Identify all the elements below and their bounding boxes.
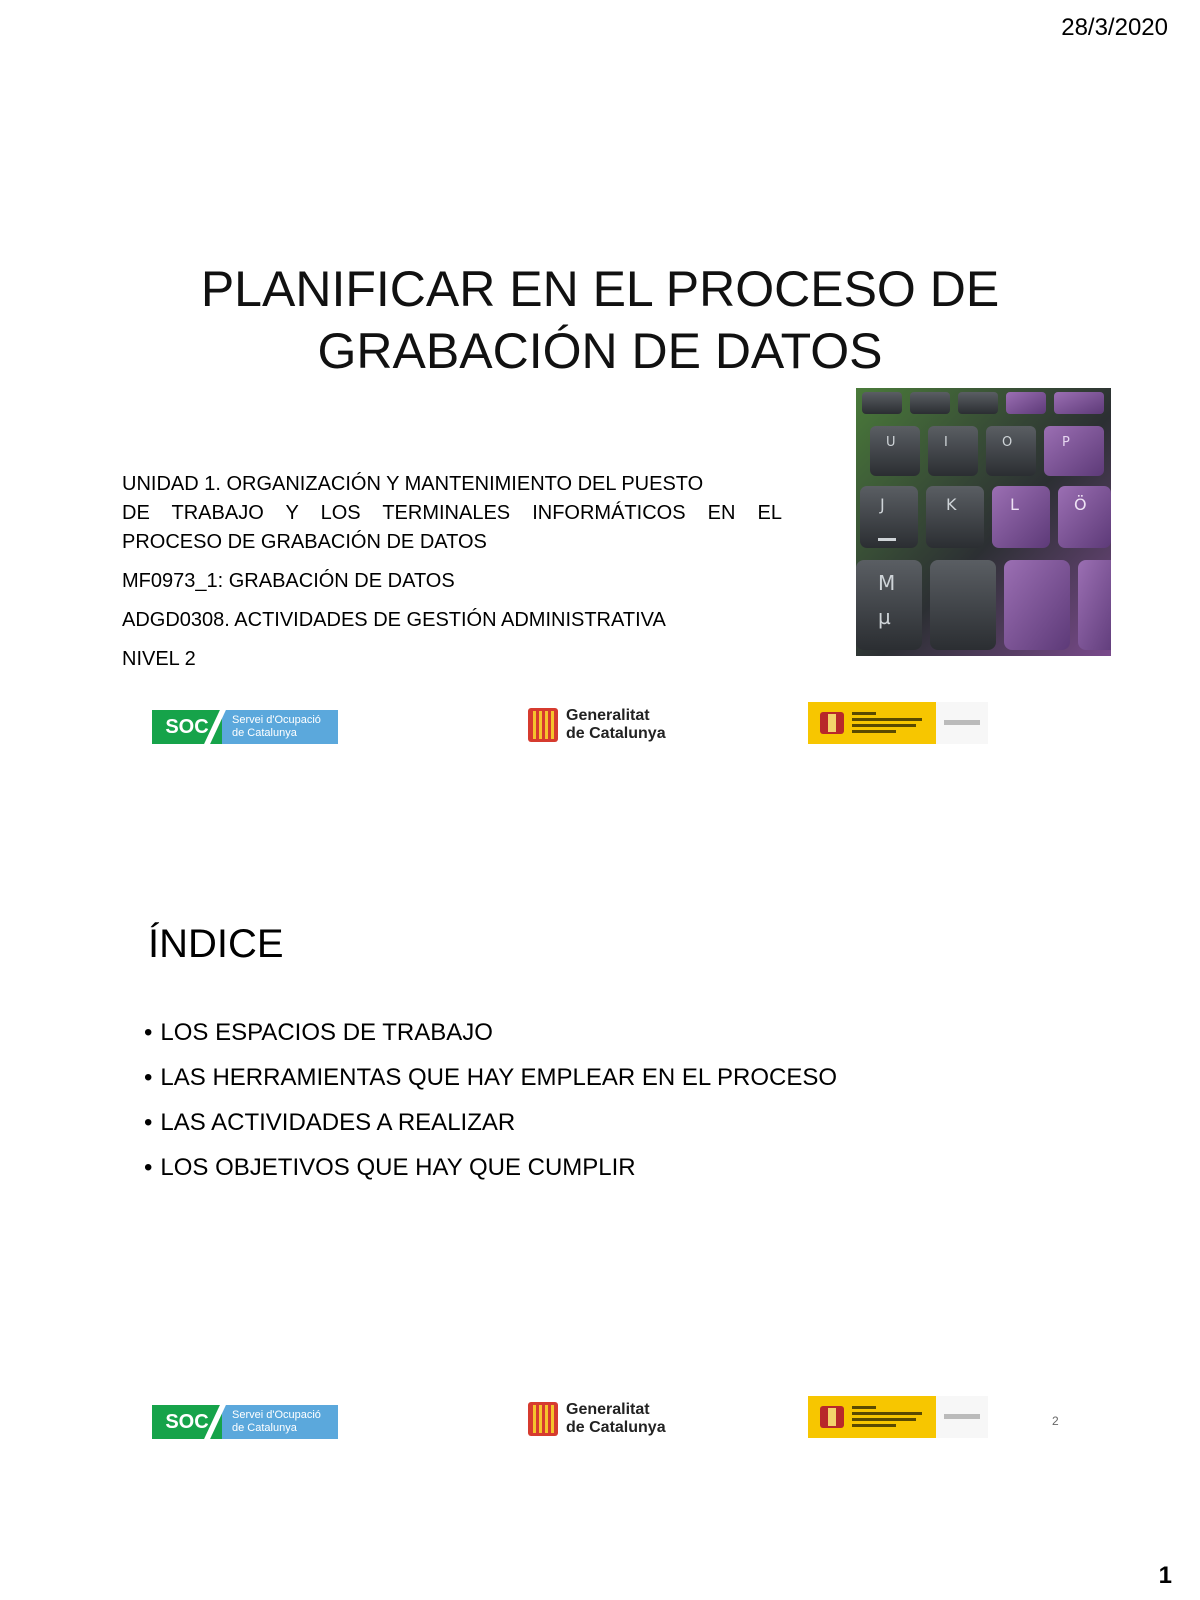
ministry-text-lines xyxy=(852,1406,932,1428)
generalitat-emblem-icon xyxy=(528,708,558,742)
slide-title-line-2: GRABACIÓN DE DATOS xyxy=(317,323,883,379)
spain-coat-of-arms-icon xyxy=(816,1402,848,1432)
ministry-text-lines xyxy=(852,712,932,734)
key-label-o-umlaut: Ö xyxy=(1074,495,1087,514)
spain-coat-of-arms-icon xyxy=(816,708,848,738)
key-row-top xyxy=(862,392,1104,414)
index-heading: ÍNDICE xyxy=(148,922,284,966)
index-item: • LAS ACTIVIDADES A REALIZAR xyxy=(144,1100,837,1145)
keyboard-illustration xyxy=(856,388,1111,656)
unit-line-3: PROCESO DE GRABACIÓN DE DATOS xyxy=(122,531,487,553)
key-label-i: I xyxy=(944,435,948,450)
key-label-k: K xyxy=(946,495,957,514)
unit-line-1: UNIDAD 1. ORGANIZACIÓN Y MANTENIMIENTO DEL PUESTO xyxy=(122,473,704,495)
header-date: 28/3/2020 xyxy=(1061,14,1168,41)
soc-logo-short: SOC xyxy=(152,710,222,744)
generalitat-logo xyxy=(528,1400,678,1440)
ministry-secondary-mark xyxy=(944,720,980,725)
index-item: • LOS ESPACIOS DE TRABAJO xyxy=(144,1010,837,1055)
soc-logo-name: Servei d'Ocupació de Catalunya xyxy=(232,714,321,739)
slide-subtitle xyxy=(122,470,782,674)
ministry-logo xyxy=(808,702,988,744)
generalitat-name: Generalitat de Catalunya xyxy=(566,1401,666,1436)
page-number: 1 xyxy=(1158,1562,1172,1589)
ministry-logo xyxy=(808,1396,988,1438)
index-item: • LOS OBJETIVOS QUE HAY QUE CUMPLIR xyxy=(144,1145,837,1190)
generalitat-name: Generalitat de Catalunya xyxy=(566,707,666,742)
unit-line-2: DE TRABAJO Y LOS TERMINALES INFORMÁTICOS EN EL xyxy=(122,502,782,524)
key-label-u: U xyxy=(886,435,896,450)
keyboard-photo xyxy=(856,388,1111,656)
soc-logo-name: Servei d'Ocupació de Catalunya xyxy=(232,1409,321,1434)
key-label-o: O xyxy=(1002,435,1013,450)
index-item: • LAS HERRAMIENTAS QUE HAY EMPLEAR EN EL PROCESO xyxy=(144,1055,837,1100)
certificate-code: ADGD0308. ACTIVIDADES DE GESTIÓN ADMINISTRATIVA xyxy=(122,609,666,631)
soc-logo xyxy=(152,710,338,744)
key-label-p: P xyxy=(1062,435,1070,450)
level-label: NIVEL 2 xyxy=(122,648,196,670)
key-row-2 xyxy=(870,426,1104,476)
generalitat-emblem-icon xyxy=(528,1402,558,1436)
ministry-secondary-mark xyxy=(944,1414,980,1419)
key-label-j: J xyxy=(880,495,885,514)
soc-logo xyxy=(152,1405,338,1439)
slide-title-line-1: PLANIFICAR EN EL PROCESO DE xyxy=(200,261,1000,317)
generalitat-logo xyxy=(528,706,678,746)
key-label-mu: µ xyxy=(878,605,891,629)
index-list xyxy=(144,1010,837,1190)
key-label-m: M xyxy=(878,571,896,595)
slide-number: 2 xyxy=(1052,1414,1059,1428)
key-label-l: L xyxy=(1010,495,1019,514)
slide-title xyxy=(150,258,1050,382)
soc-logo-short: SOC xyxy=(152,1405,222,1439)
module-code: MF0973_1: GRABACIÓN DE DATOS xyxy=(122,570,455,592)
